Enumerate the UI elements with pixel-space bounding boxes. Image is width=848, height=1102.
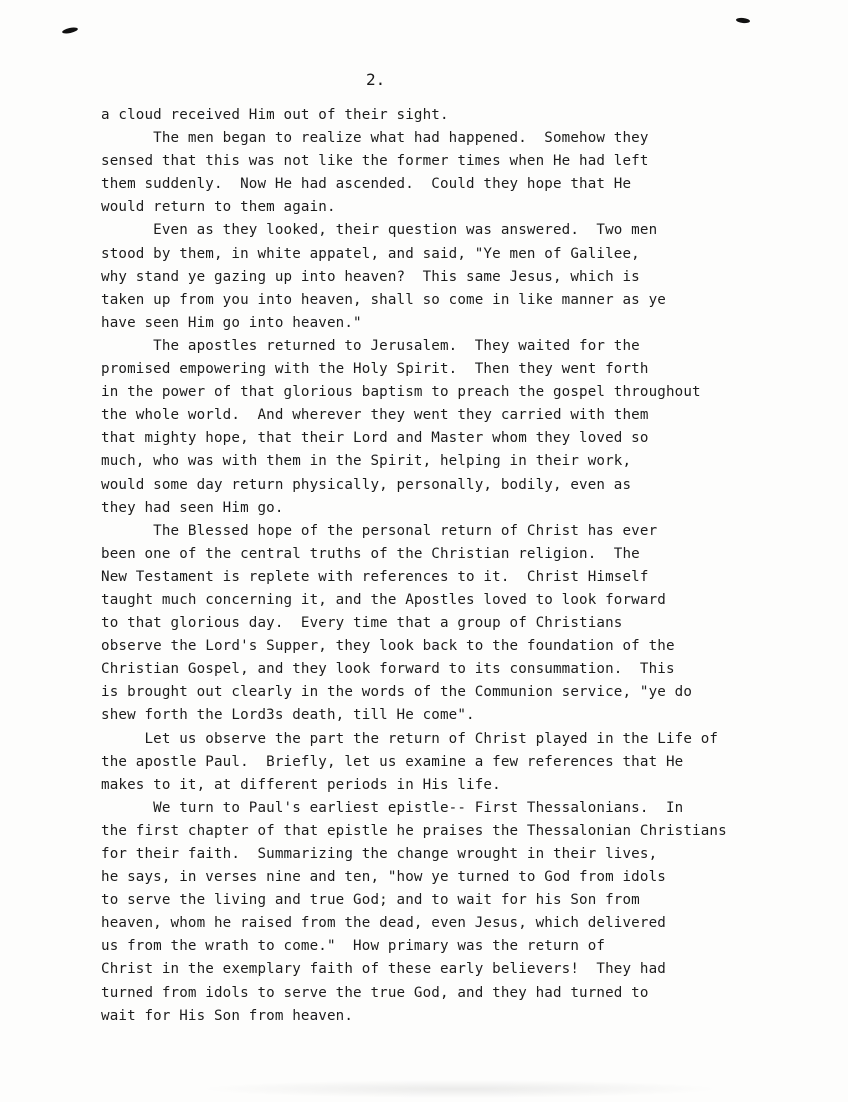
text-line: The apostles returned to Jerusalem. They waited for the — [101, 337, 640, 354]
text-line: the apostle Paul. Briefly, let us examine a few references that He — [101, 753, 684, 770]
scan-smudge — [200, 1080, 720, 1098]
text-line: for their faith. Summarizing the change wrought in their lives, — [101, 846, 658, 862]
ink-mark-left — [62, 26, 79, 34]
text-line: would some day return physically, personally, bodily, even as — [101, 476, 632, 493]
text-line: a cloud received Him out of their sight. — [101, 107, 449, 123]
text-line: taken up from you into heaven, shall so come in like manner as ye — [101, 291, 666, 308]
text-line: New Testament is replete with references to it. Christ Himself — [101, 568, 649, 585]
typed-body-text — [101, 104, 841, 1028]
text-line: promised empowering with the Holy Spirit. Then they went forth — [101, 361, 649, 378]
text-line: been one of the central truths of the Christian religion. The — [101, 545, 640, 562]
text-line: to serve the living and true God; and to wait for his Son from — [101, 892, 640, 909]
text-line: the first chapter of that epistle he praises the Thessalonian Christians — [101, 822, 727, 839]
text-line: The Blessed hope of the personal return of Christ has ever — [101, 522, 658, 539]
text-line: Let us observe the part the return of Christ played in the Life of — [101, 730, 719, 747]
text-line: wait for His Son from heaven. — [101, 1007, 354, 1024]
text-line: them suddenly. Now He had ascended. Could they hope that He — [101, 176, 632, 193]
text-line: is brought out clearly in the words of the Communion service, "ye do — [101, 684, 693, 701]
text-line: taught much concerning it, and the Apostles loved to look forward — [101, 591, 666, 608]
text-line: turned from idols to serve the true God, and they had turned to — [101, 984, 649, 1001]
text-line: they had seen Him go. — [101, 499, 284, 516]
text-line: shew forth the Lord3s death, till He come". — [101, 707, 475, 724]
text-line: observe the Lord's Supper, they look back to the foundation of the — [101, 638, 675, 655]
text-line: would return to them again. — [101, 199, 336, 216]
text-line: much, who was with them in the Spirit, helping in their work, — [101, 453, 632, 470]
text-line: that mighty hope, that their Lord and Master whom they loved so — [101, 430, 649, 447]
text-line: the whole world. And wherever they went they carried with them — [101, 407, 649, 424]
text-line: have seen Him go into heaven." — [101, 314, 362, 331]
page-number: 2. — [366, 70, 386, 89]
text-line: Christian Gospel, and they look forward to its consummation. This — [101, 661, 675, 678]
text-line: in the power of that glorious baptism to preach the gospel throughout — [101, 384, 701, 401]
text-line: heaven, whom he raised from the dead, even Jesus, which delivered — [101, 915, 666, 932]
text-line: Even as they looked, their question was answered. Two men — [101, 222, 658, 239]
text-line: makes to it, at different periods in His life. — [101, 776, 501, 793]
text-line: why stand ye gazing up into heaven? This same Jesus, which is — [101, 268, 640, 285]
text-line: to that glorious day. Every time that a group of Christians — [101, 615, 623, 632]
text-line: We turn to Paul's earliest epistle-- First Thessalonians. In — [101, 799, 684, 816]
text-line: stood by them, in white appatel, and said, "Ye men of Galilee, — [101, 245, 640, 262]
text-line: Christ in the exemplary faith of these early believers! They had — [101, 961, 666, 978]
text-line: us from the wrath to come." How primary was the return of — [101, 938, 606, 955]
ink-mark-right — [736, 17, 750, 23]
text-line: sensed that this was not like the former times when He had left — [101, 153, 649, 170]
text-line: The men began to realize what had happened. Somehow they — [101, 130, 649, 147]
text-line: he says, in verses nine and ten, "how ye turned to God from idols — [101, 869, 666, 886]
